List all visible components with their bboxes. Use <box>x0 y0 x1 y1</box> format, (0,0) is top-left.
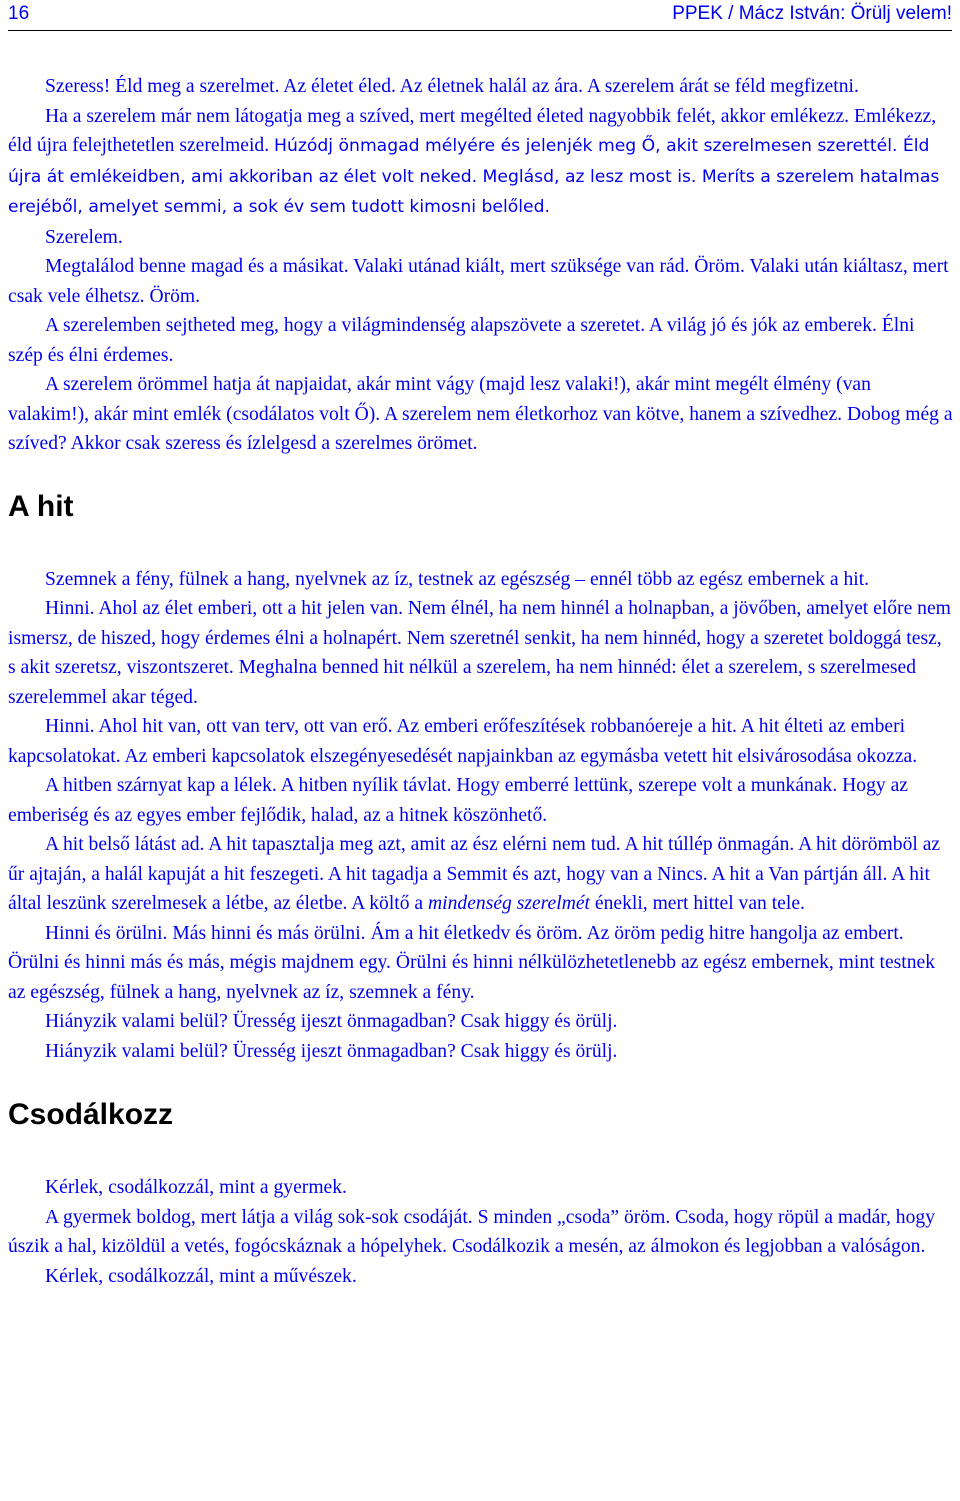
text-span: Ha a szerelem már nem látogatja meg a szíved, mert megélted életed nagyobbik felét, akkor emlékezz. Emlékezz, éld újra felejthetetlen szerelmeid. <box>8 105 937 156</box>
text-span: A szerelem örömmel hatja át napjaidat, akár mint vágy (majd lesz valaki!), akár mint megélt élmény (van valakim!), akár mint emlék (csodálatos volt Ő). A szerelem nem életkorhoz van kötve, hanem a szívedhez. Dobog még a szíved? Akkor csak szeress és ízlelgesd a szerelmes örömet. <box>8 374 953 454</box>
paragraph <box>8 72 954 102</box>
page-number: 16 <box>8 3 30 24</box>
text-span: Szeress! Éld meg a szerelmet. Az életet éled. Az életnek halál az ára. A szerelem árát se féld megfizetni. <box>45 76 859 97</box>
paragraph <box>8 830 954 919</box>
text-span: Szerelem. <box>45 226 123 248</box>
text-span: A hit belső látást ad. A hit tapasztalja meg azt, amit az ész elérni nem tud. A hit túllép önmagán. A hit dörömböl az űr ajtaján, a halál kapuját a hit feszegeti. A hit tagadja a Semmit és azt, hogy van a Nincs. A hit a Van pártján áll. A hit által leszünk szerelmesek a létbe, az életbe. A költő a <box>8 834 941 914</box>
paragraph <box>8 102 954 223</box>
running-title: PPEK / Mácz István: Örülj velem! <box>672 3 952 24</box>
text-span: Hiányzik valami belül? Üresség ijeszt önmagadban? Csak higgy és örülj. <box>45 1011 618 1032</box>
paragraph <box>8 594 954 712</box>
paragraph <box>8 1173 954 1203</box>
paragraph <box>8 712 954 771</box>
section-heading: A hit <box>8 489 74 523</box>
paragraph <box>8 223 954 253</box>
text-span: Szemnek a fény, fülnek a hang, nyelvnek az íz, testnek az egészség – ennél több az egész embernek a hit. <box>45 568 870 590</box>
paragraph <box>8 771 954 830</box>
text-span: Hinni. Ahol az élet emberi, ott a hit jelen van. Nem élnél, ha nem hinnél a holnapban, a jövőben, amelyet előre nem ismersz, de hiszed, hogy érdemes élni a holnapért. Nem szeretnél senkit, ha nem hinnéd, hogy a szeretet boldoggá tesz, s akit szeretsz, viszontszeret. Meghalna benned hit nélkül a szerelem, ha nem hinnéd: élet a szerelem, s szerelmesed szerelemmel akar téged. <box>8 598 951 708</box>
paragraph <box>8 565 954 595</box>
paragraph <box>8 1203 954 1262</box>
text-span: Hiányzik valami belül? Üresség ijeszt önmagadban? Csak higgy és örülj. <box>45 1040 618 1062</box>
page-header <box>0 0 960 32</box>
paragraph <box>8 252 954 311</box>
section-heading: Csodálkozz <box>8 1098 174 1131</box>
text-span: A szerelemben sejtheted meg, hogy a világmindenség alapszövete a szeretet. A világ jó és jók az emberek. Élni szép és élni érdemes. <box>8 315 915 366</box>
text-span: Hinni és örülni. Más hinni és más örülni. Ám a hit életkedv és öröm. Az öröm pedig hitre hangolja az embert. Örülni és hinni más és más, mégis majdnem egy. Örülni és hinni nélkülözhetetlenebb az egész embernek, mint testnek az egészség, fülnek a hang, nyelvnek az íz, szemnek a fény. <box>8 922 936 1003</box>
text-span: Hinni. Ahol hit van, ott van terv, ott van erő. Az emberi erőfeszítések robbanóereje a hit. A hit élteti az emberi kapcsolatokat. Az emberi kapcsolatok elszegényesedését napjainkban az egymásba vetett hit elsivárosodása okozza. <box>8 716 918 767</box>
paragraph <box>8 311 954 370</box>
paragraph <box>8 1037 954 1067</box>
document-body <box>8 72 954 1291</box>
text-span: énekli, mert hittel van tele. <box>590 893 805 914</box>
emphasis: mindenség szerelmét <box>428 893 590 914</box>
header-divider <box>8 30 952 31</box>
text-span: A gyermek boldog, mert látja a világ sok-sok csodáját. S minden „csoda” öröm. Csoda, hogy röpül a madár, hogy úszik a hal, kizöldül a vetés, fogócskáznak a hópelyhek. Csodálkozik a mesén, az álmokon és legjobban a valóságon. <box>8 1206 935 1257</box>
text-span: Megtalálod benne magad és a másikat. Valaki utánad kiált, mert szüksége van rád. Öröm. Valaki után kiáltasz, mert csak vele élhetsz. Öröm. <box>8 256 949 307</box>
paragraph <box>8 919 954 1008</box>
text-span: A hitben szárnyat kap a lélek. A hitben nyílik távlat. Hogy emberré lettünk, szerepe volt a munkának. Hogy az emberiség és az egyes ember fejlődik, halad, az a hitnek köszönhető. <box>8 775 908 826</box>
text-span: Kérlek, csodálkozzál, mint a gyermek. <box>45 1177 347 1198</box>
paragraph <box>8 1007 954 1037</box>
text-span: Húzódj önmagad mélyére és jelenjék meg Ő, akit szerelmesen szerettél. Éld újra át emlékeidben, ami akkoriban az élet volt neked. Meglásd, az lesz most is. Meríts a szerelem hatalmas erejéből, amelyet semmi, a sok év sem tudott kimosni belőled. <box>8 136 940 217</box>
paragraph <box>8 370 954 459</box>
paragraph <box>8 1262 954 1292</box>
text-span: Kérlek, csodálkozzál, mint a művészek. <box>45 1265 357 1287</box>
